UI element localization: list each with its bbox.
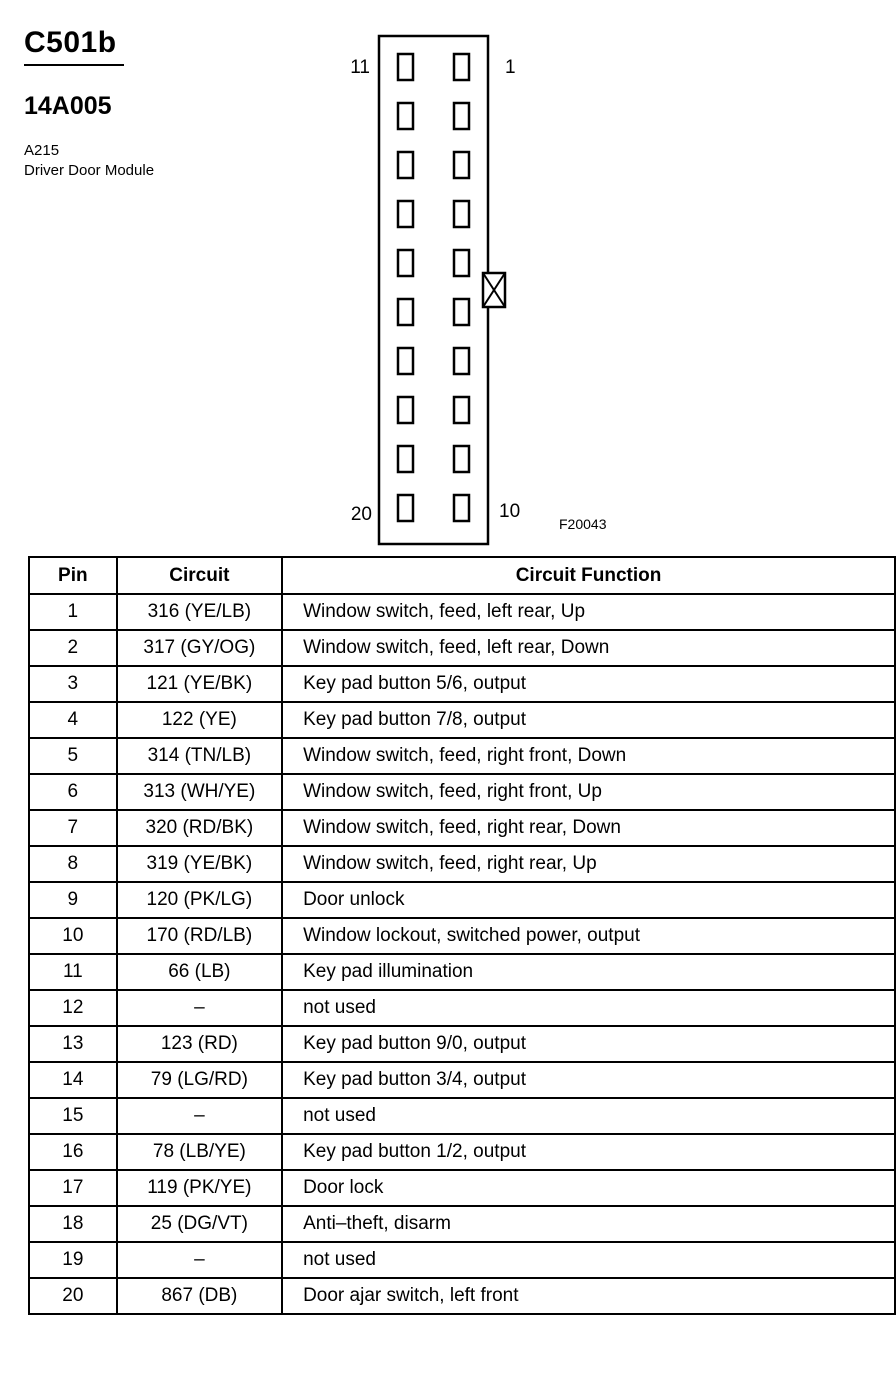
pin-cavity-left	[398, 54, 413, 80]
table-row	[29, 1098, 895, 1134]
table-row	[29, 738, 895, 774]
pin-cavity-right	[454, 446, 469, 472]
pin-number: 2	[29, 630, 117, 666]
circuit-function: Window switch, feed, right rear, Up	[282, 846, 895, 882]
component-id: A215	[24, 142, 60, 159]
pin-number: 11	[29, 954, 117, 990]
pin-cavity-left	[398, 250, 413, 276]
circuit-function: not used	[282, 1098, 895, 1134]
circuit-code: –	[117, 990, 282, 1026]
pin-number: 18	[29, 1206, 117, 1242]
circuit-function: Window switch, feed, left rear, Up	[282, 594, 895, 630]
circuit-code: 320 (RD/BK)	[117, 810, 282, 846]
pin-number: 6	[29, 774, 117, 810]
pin-cavity-right	[454, 103, 469, 129]
pinout-table	[28, 556, 896, 1315]
circuit-function: Key pad button 7/8, output	[282, 702, 895, 738]
table-row	[29, 774, 895, 810]
pin-cavity-right	[454, 348, 469, 374]
circuit-code: 319 (YE/BK)	[117, 846, 282, 882]
pin-cavity-left	[398, 103, 413, 129]
title-underline	[24, 64, 124, 66]
circuit-function: Door lock	[282, 1170, 895, 1206]
pin-number: 5	[29, 738, 117, 774]
circuit-code: 78 (LB/YE)	[117, 1134, 282, 1170]
circuit-function: not used	[282, 1242, 895, 1278]
pin-cavity-right	[454, 250, 469, 276]
circuit-function: Key pad button 3/4, output	[282, 1062, 895, 1098]
pin-label-10: 10	[499, 501, 521, 522]
table-row	[29, 882, 895, 918]
table-row	[29, 1170, 895, 1206]
pin-number: 20	[29, 1278, 117, 1314]
table-row	[29, 1242, 895, 1278]
circuit-code: 867 (DB)	[117, 1278, 282, 1314]
circuit-function: Window lockout, switched power, output	[282, 918, 895, 954]
circuit-code: –	[117, 1098, 282, 1134]
circuit-function: Window switch, feed, right front, Up	[282, 774, 895, 810]
circuit-code: 66 (LB)	[117, 954, 282, 990]
circuit-code: 121 (YE/BK)	[117, 666, 282, 702]
pin-cavity-right	[454, 201, 469, 227]
pin-cavities	[398, 54, 469, 521]
circuit-function: not used	[282, 990, 895, 1026]
pin-cavity-left	[398, 152, 413, 178]
table-row	[29, 810, 895, 846]
pin-number: 4	[29, 702, 117, 738]
circuit-code: 317 (GY/OG)	[117, 630, 282, 666]
circuit-code: 314 (TN/LB)	[117, 738, 282, 774]
pin-number: 8	[29, 846, 117, 882]
pin-number: 12	[29, 990, 117, 1026]
column-header-function: Circuit Function	[282, 557, 895, 594]
circuit-code: 25 (DG/VT)	[117, 1206, 282, 1242]
connector-id: C501b	[24, 26, 117, 59]
pin-number: 17	[29, 1170, 117, 1206]
pin-number: 13	[29, 1026, 117, 1062]
pin-cavity-right	[454, 495, 469, 521]
part-number: 14A005	[24, 92, 112, 120]
circuit-function: Window switch, feed, right front, Down	[282, 738, 895, 774]
connector-face-diagram	[320, 20, 630, 550]
pin-number: 14	[29, 1062, 117, 1098]
figure-id: F20043	[559, 516, 607, 532]
pin-cavity-left	[398, 299, 413, 325]
pin-number: 15	[29, 1098, 117, 1134]
table-row	[29, 1278, 895, 1314]
table-row	[29, 918, 895, 954]
pin-number: 9	[29, 882, 117, 918]
table-row	[29, 990, 895, 1026]
pin-cavity-left	[398, 201, 413, 227]
pin-number: 16	[29, 1134, 117, 1170]
circuit-code: 119 (PK/YE)	[117, 1170, 282, 1206]
circuit-code: 313 (WH/YE)	[117, 774, 282, 810]
pin-label-11: 11	[350, 57, 370, 78]
pin-cavity-left	[398, 495, 413, 521]
pin-cavity-right	[454, 299, 469, 325]
circuit-function: Door ajar switch, left front	[282, 1278, 895, 1314]
pin-label-1: 1	[505, 57, 516, 78]
circuit-function: Anti–theft, disarm	[282, 1206, 895, 1242]
pin-cavity-right	[454, 152, 469, 178]
circuit-code: 79 (LG/RD)	[117, 1062, 282, 1098]
table-row	[29, 702, 895, 738]
table-row	[29, 1062, 895, 1098]
pin-number: 7	[29, 810, 117, 846]
column-header-pin: Pin	[29, 557, 117, 594]
pin-number: 19	[29, 1242, 117, 1278]
pin-cavity-right	[454, 54, 469, 80]
pin-cavity-left	[398, 397, 413, 423]
table-row	[29, 1026, 895, 1062]
circuit-function: Key pad illumination	[282, 954, 895, 990]
table-row	[29, 666, 895, 702]
table-row	[29, 630, 895, 666]
table-row	[29, 1134, 895, 1170]
circuit-code: 120 (PK/LG)	[117, 882, 282, 918]
column-header-circuit: Circuit	[117, 557, 282, 594]
pin-cavity-left	[398, 446, 413, 472]
circuit-code: 122 (YE)	[117, 702, 282, 738]
pin-number: 1	[29, 594, 117, 630]
table-row	[29, 594, 895, 630]
circuit-code: 316 (YE/LB)	[117, 594, 282, 630]
circuit-code: –	[117, 1242, 282, 1278]
pin-cavity-right	[454, 397, 469, 423]
locking-tab-icon	[483, 273, 505, 307]
circuit-function: Door unlock	[282, 882, 895, 918]
pin-number: 10	[29, 918, 117, 954]
circuit-function: Key pad button 9/0, output	[282, 1026, 895, 1062]
table-row	[29, 846, 895, 882]
table-row	[29, 1206, 895, 1242]
pin-number: 3	[29, 666, 117, 702]
circuit-function: Window switch, feed, left rear, Down	[282, 630, 895, 666]
component-name: Driver Door Module	[24, 162, 155, 179]
circuit-function: Key pad button 5/6, output	[282, 666, 895, 702]
pin-label-20: 20	[350, 504, 372, 525]
circuit-code: 170 (RD/LB)	[117, 918, 282, 954]
circuit-function: Window switch, feed, right rear, Down	[282, 810, 895, 846]
table-row	[29, 954, 895, 990]
table-header-row	[29, 557, 895, 594]
circuit-function: Key pad button 1/2, output	[282, 1134, 895, 1170]
pin-cavity-left	[398, 348, 413, 374]
connector-housing	[379, 36, 488, 544]
circuit-code: 123 (RD)	[117, 1026, 282, 1062]
